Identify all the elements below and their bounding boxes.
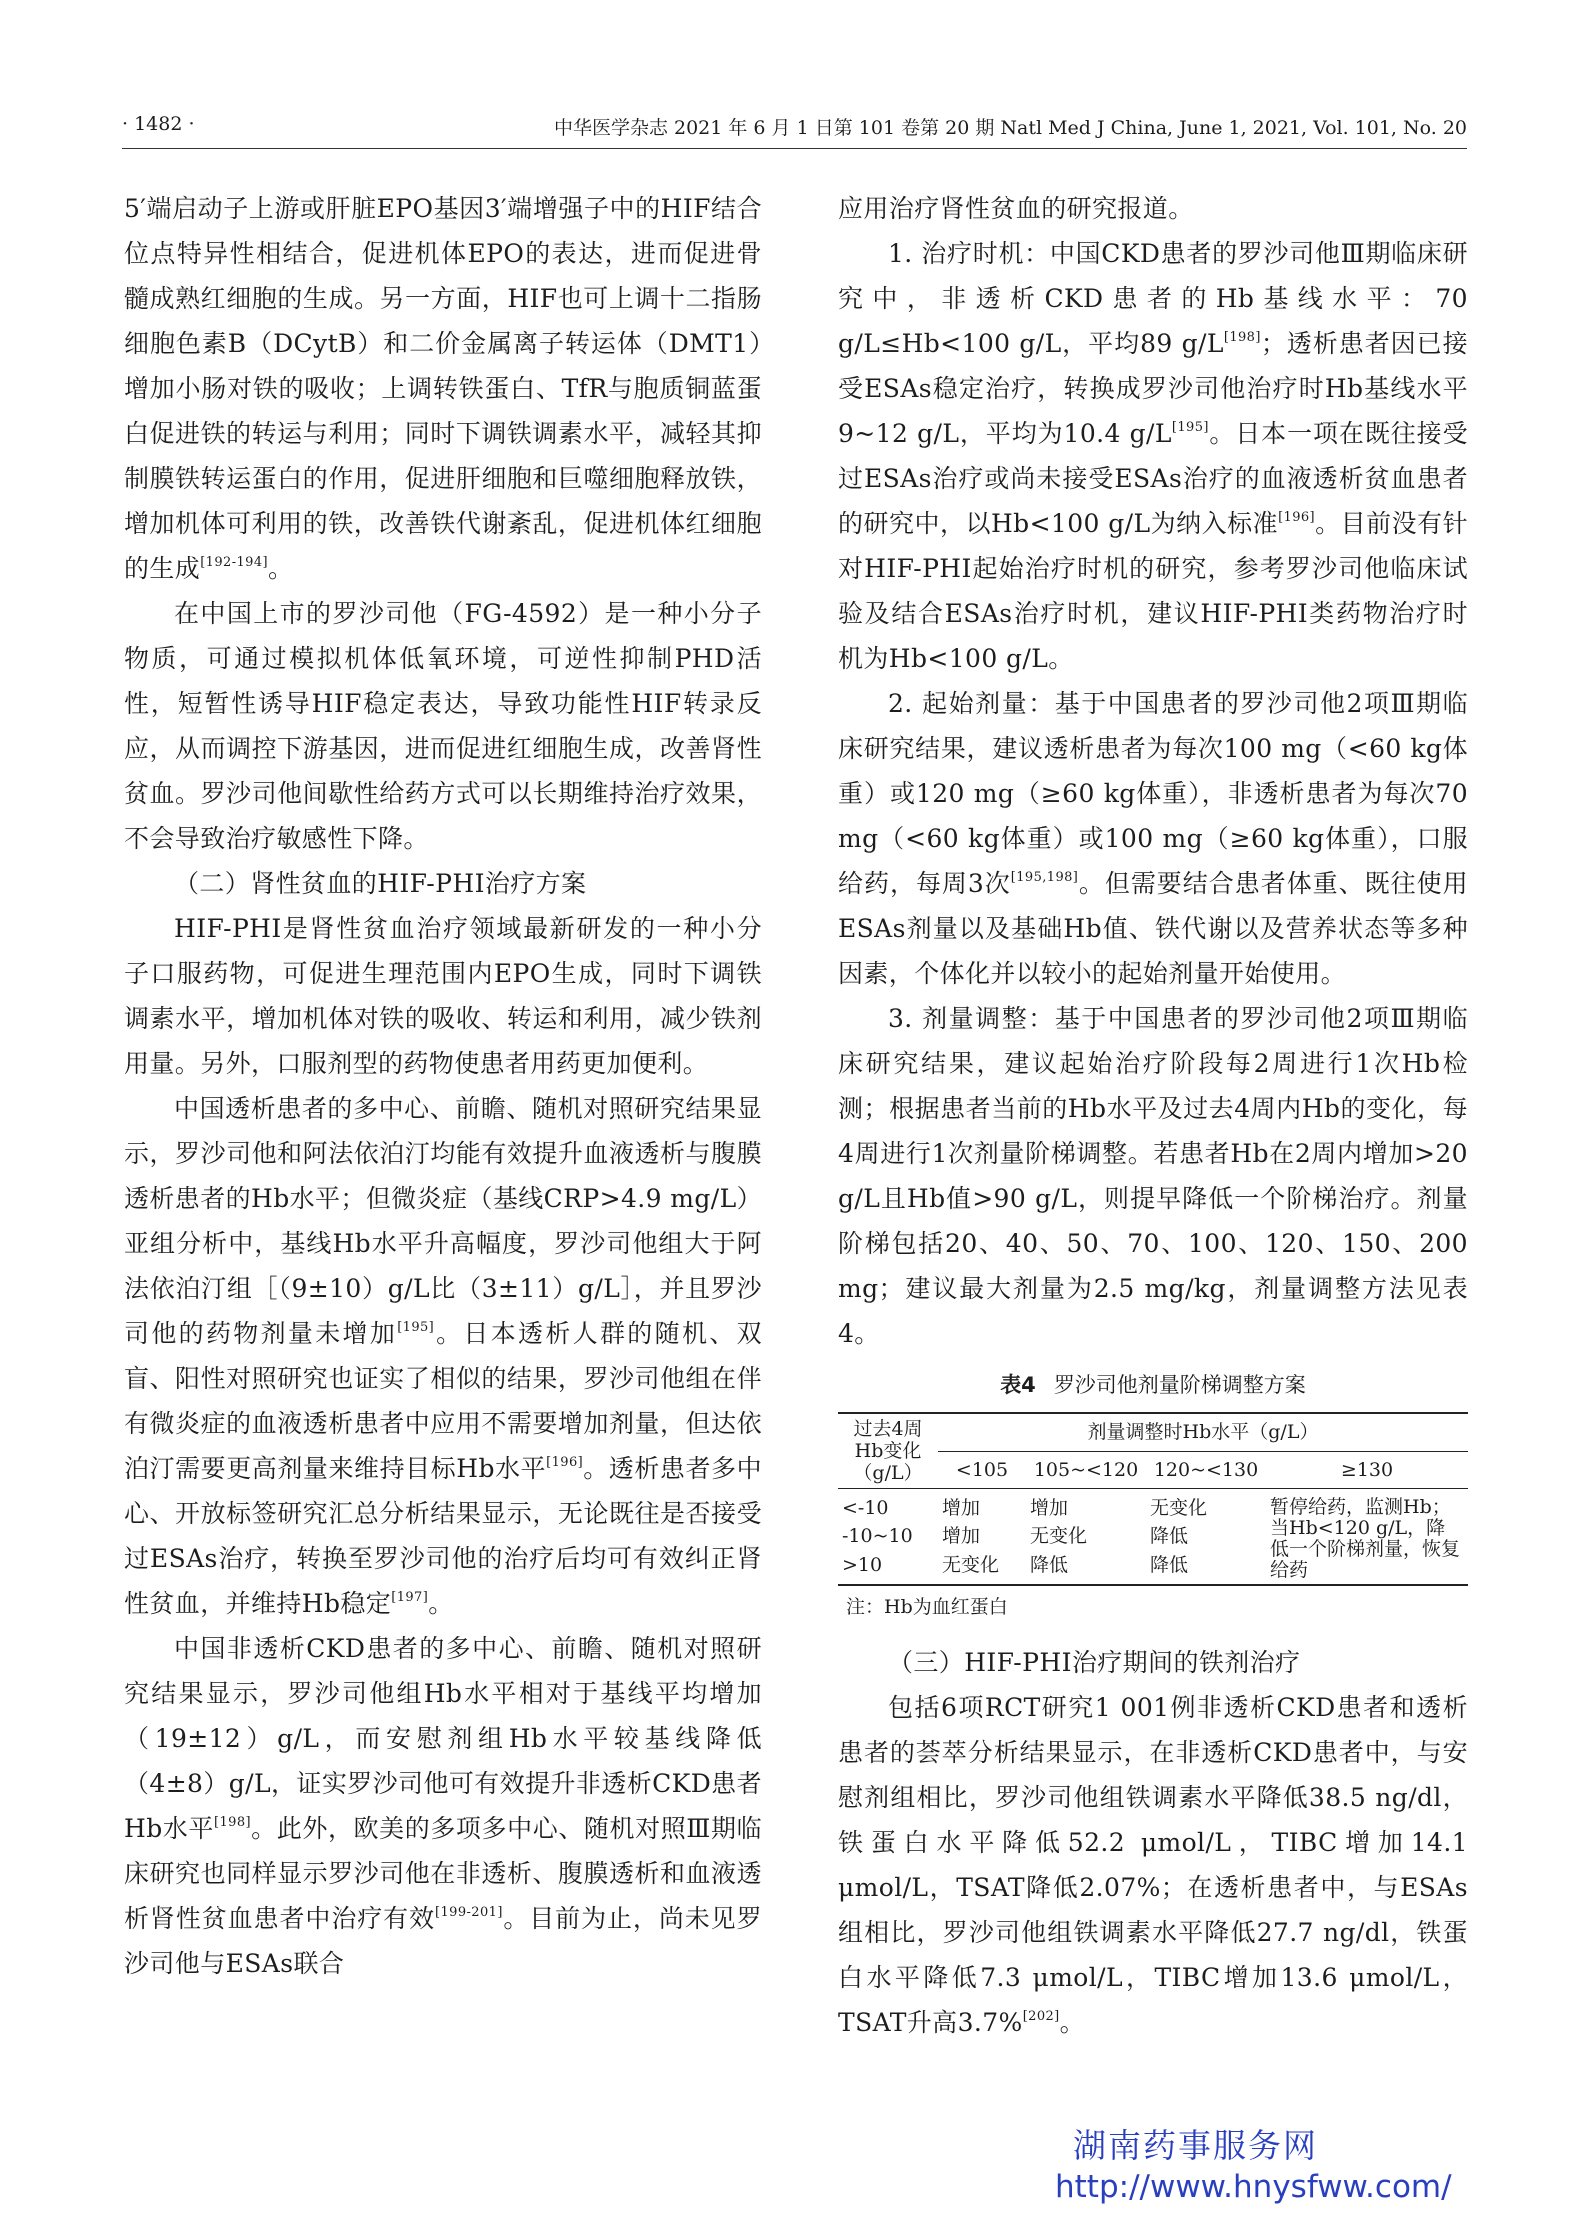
section-heading: （三）HIF-PHI治疗期间的铁剂治疗 — [888, 1648, 1301, 1677]
journal-citation: 中华医学杂志 2021 年 6 月 1 日第 101 卷第 20 期 Natl Med J China, June 1, 2021, Vol. 101, No. 20 — [553, 117, 1467, 139]
citation: [199-201] — [435, 1904, 503, 1920]
table-cell: 无变化 — [942, 1553, 1000, 1576]
table-label: 表4 — [1000, 1373, 1036, 1397]
paragraph: 中国非透析CKD患者的多中心、前瞻、随机对照研究结果显示，罗沙司他组Hb水平相对于基线平均增加（19±12）g/L，而安慰剂组Hb水平较基线降低（4±8）g/L，证实罗沙司他可有效提升非透析CKD患者Hb水平[198]。此外，欧美的多项多中心、随机对照Ⅲ期临床研究也同样显示罗沙司他在非透析、腹膜透析和血液透析肾性贫血患者中治疗有效[199-201]。目前为止，尚未见罗沙司他与ESAs联合 — [124, 1634, 762, 1978]
left-column — [124, 186, 762, 1986]
citation: [196] — [1278, 509, 1316, 525]
dose-table — [838, 1412, 1468, 1586]
running-header — [122, 113, 1467, 145]
paragraph: 在中国上市的罗沙司他（FG-4592）是一种小分子物质，可通过模拟机体低氧环境，可逆性抑制PHD活性，短暂性诱导HIF稳定表达，导致功能性HIF转录反应，从而调控下游基因，进而促进红细胞生成，改善肾性贫血。罗沙司他间歇性给药方式可以长期维持治疗效果，不会导致治疗敏感性下降。 — [124, 599, 762, 853]
citation: [202] — [1022, 2008, 1060, 2024]
watermark — [1055, 2125, 1515, 2207]
table-column-header: 120~<130 — [1146, 1451, 1266, 1488]
table-cell: 无变化 — [1030, 1525, 1088, 1548]
table-cell: 降低 — [1150, 1553, 1189, 1576]
citation: [198] — [214, 1814, 251, 1830]
citation: [195] — [397, 1319, 435, 1335]
citation: [198] — [1223, 329, 1261, 345]
paragraph: 中国透析患者的多中心、前瞻、随机对照研究结果显示，罗沙司他和阿法依泊汀均能有效提升血液透析与腹膜透析患者的Hb水平；但微炎症（基线CRP>4.9 mg/L）亚组分析中，基线Hb水平升高幅度，罗沙司他组大于阿法依泊汀组［（9±10）g/L比（3±11）g/L］，并且罗沙司他的药物剂量未增加[195]。日本透析人群的随机、双盲、阳性对照研究也证实了相似的结果，罗沙司他组在伴有微炎症的血液透析患者中应用不需要增加剂量，但达依泊汀需要更高剂量来维持目标Hb水平[196]。透析患者多中心、开放标签研究汇总分析结果显示，无论既往是否接受过ESAs治疗，转换至罗沙司他的治疗后均可有效纠正肾性贫血，并维持Hb稳定[197]。 — [124, 1094, 762, 1618]
table-caption — [838, 1370, 1468, 1400]
paragraph: HIF-PHI是肾性贫血治疗领域最新研发的一种小分子口服药物，可促进生理范围内EPO生成，同时下调铁调素水平，增加机体对铁的吸收、转运和利用，减少铁剂用量。另外，口服剂型的药物使患者用药更加便利。 — [124, 914, 762, 1078]
table-row — [838, 1489, 1468, 1523]
paragraph: 5′端启动子上游或肝脏EPO基因3′端增强子中的HIF结合位点特异性相结合，促进机体EPO的表达，进而促进骨髓成熟红细胞的生成。另一方面，HIF也可上调十二指肠细胞色素B（DCytB）和二价金属离子转运体（DMT1）增加小肠对铁的吸收；上调转铁蛋白、TfR与胞质铜蓝蛋白促进铁的转运与利用；同时下调铁调素水平，减轻其抑制膜铁转运蛋白的作用，促进肝细胞和巨噬细胞释放铁，增加机体可利用的铁，改善铁代谢紊乱，促进机体红细胞的生成[192-194]。 — [124, 194, 762, 583]
table-column-header: ≥130 — [1266, 1451, 1468, 1488]
table-cell: 增加 — [1030, 1497, 1069, 1519]
citation: [192-194] — [200, 554, 268, 570]
table-cell: >10 — [842, 1553, 883, 1576]
table-cell: 暂停给药，监测Hb；当Hb<120 g/L，降低一个阶梯剂量，恢复给药 — [1270, 1496, 1461, 1581]
table-row-header: 过去4周 Hb变化 （g/L） — [838, 1413, 938, 1489]
right-column — [838, 186, 1468, 2045]
table-title: 罗沙司他剂量阶梯调整方案 — [1053, 1373, 1306, 1397]
section-heading: （二）肾性贫血的HIF-PHI治疗方案 — [174, 869, 587, 898]
table-cell: 降低 — [1150, 1525, 1189, 1548]
table-cell: 增加 — [942, 1497, 981, 1519]
table-cell: 无变化 — [1150, 1497, 1208, 1519]
paragraph: 应用治疗肾性贫血的研究报道。 — [838, 194, 1194, 223]
table-cell: <-10 — [842, 1497, 889, 1519]
watermark-name: 湖南药事服务网 — [1073, 2126, 1318, 2165]
table-column-header: 105~<120 — [1026, 1451, 1146, 1488]
citation: [195,198] — [1010, 869, 1079, 885]
citation: [196] — [546, 1454, 584, 1470]
header-rule — [122, 148, 1467, 149]
paragraph: 2. 起始剂量：基于中国患者的罗沙司他2项Ⅲ期临床研究结果，建议透析患者为每次100 mg（<60 kg体重）或120 mg（≥60 kg体重），非透析患者为每次70 mg（<60 kg体重）或100 mg（≥60 kg体重），口服给药，每周3次[195,198]。但需要结合患者体重、既往使用ESAs剂量以及基础Hb值、铁代谢以及营养状态等多种因素，个体化并以较小的起始剂量开始使用。 — [838, 689, 1468, 988]
table-note: 注：Hb为血红蛋白 — [846, 1596, 1008, 1618]
citation: [195] — [1171, 419, 1209, 435]
table-column-header: <105 — [938, 1451, 1026, 1488]
table-cell: -10~10 — [842, 1525, 913, 1548]
paragraph: 3. 剂量调整：基于中国患者的罗沙司他2项Ⅲ期临床研究结果，建议起始治疗阶段每2周进行1次Hb检测；根据患者当前的Hb水平及过去4周内Hb的变化，每4周进行1次剂量阶梯调整。若患者Hb在2周内增加>20 g/L且Hb值>90 g/L，则提早降低一个阶梯治疗。剂量阶梯包括20、40、50、70、100、120、150、200 mg；建议最大剂量为2.5 mg/kg，剂量调整方法见表4。 — [838, 1004, 1468, 1348]
watermark-url[interactable]: http://www.hnysfww.com/ — [1055, 2169, 1452, 2205]
paragraph: 1. 治疗时机：中国CKD患者的罗沙司他Ⅲ期临床研究中，非透析CKD患者的Hb基线水平：70 g/L≤Hb<100 g/L，平均89 g/L[198]；透析患者因已接受ESAs稳定治疗，转换成罗沙司他治疗时Hb基线水平9~12 g/L，平均为10.4 g/L[195]。日本一项在既往接受过ESAs治疗或尚未接受ESAs治疗的血液透析贫血患者的研究中，以Hb<100 g/L为纳入标准[196]。目前没有针对HIF-PHI起始治疗时机的研究，参考罗沙司他临床试验及结合ESAs治疗时机，建议HIF-PHI类药物治疗时机为Hb<100 g/L。 — [838, 239, 1469, 673]
paragraph: 包括6项RCT研究1 001例非透析CKD患者和透析患者的荟萃分析结果显示，在非透析CKD患者中，与安慰剂组相比，罗沙司他组铁调素水平降低38.5 ng/dl，铁蛋白水平降低52.2 μmol/L，TIBC增加14.1 μmol/L，TSAT降低2.07%；在透析患者中，与ESAs组相比，罗沙司他组铁调素水平降低27.7 ng/dl，铁蛋白水平降低7.3 μmol/L，TIBC增加13.6 μmol/L，TSAT升高3.7%[202]。 — [838, 1693, 1468, 2037]
table-group-header: 剂量调整时Hb水平（g/L） — [938, 1413, 1468, 1451]
table-cell: 降低 — [1030, 1553, 1069, 1576]
table-cell: 增加 — [942, 1525, 981, 1548]
page-number: · 1482 · — [122, 113, 195, 135]
citation: [197] — [391, 1589, 429, 1605]
